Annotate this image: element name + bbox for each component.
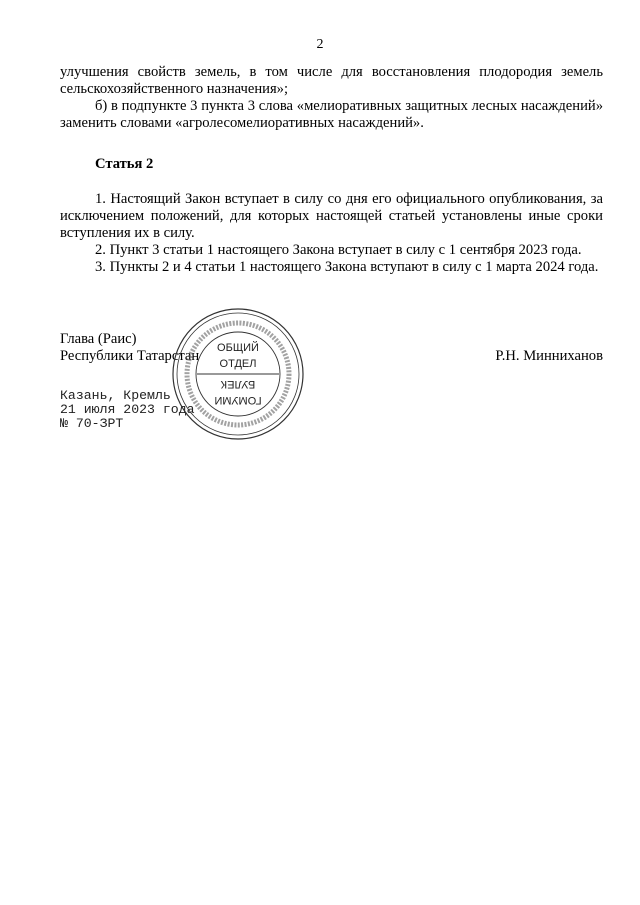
stamp-line-1: ОБЩИЙ (217, 342, 259, 354)
stamp-line-4: ГОМУМИ (214, 394, 262, 406)
paragraph-continuation: улучшения свойств земель, в том числе для восстановления плодородия земель сельскохозяйственного назначения»; (60, 64, 603, 97)
page-number: 2 (316, 37, 324, 52)
stamp-line-2: ОТДЕЛ (219, 358, 257, 370)
document-body (60, 64, 603, 276)
signatory-position-line-1: Глава (Раис) (60, 331, 137, 347)
date: 21 июля 2023 года (60, 402, 195, 417)
article-paragraph-1: 1. Настоящий Закон вступает в силу со дня его официального опубликования, за исключением положений, для которых настоящей статьей установлены иные сроки вступления их в силу. (60, 191, 603, 241)
article-paragraph-3: 3. Пункты 2 и 4 статьи 1 настоящего Закона вступают в силу с 1 марта 2024 года. (95, 259, 599, 275)
article-title: Статья 2 (95, 156, 154, 172)
place: Казань, Кремль (60, 388, 171, 403)
seal-stamp-icon (170, 306, 306, 442)
stamp-line-3: БУЛЕК (220, 378, 256, 390)
signatory-name: Р.Н. Минниханов (495, 348, 603, 364)
article-paragraph-2: 2. Пункт 3 статьи 1 настоящего Закона вступает в силу с 1 сентября 2023 года. (95, 242, 582, 258)
paragraph-subpoint-b: б) в подпункте 3 пункта 3 слова «мелиоративных защитных лесных насаждений» заменить словами «агролесомелиоративных насаждений». (60, 98, 603, 131)
signatory-position-line-2: Республики Татарстан (60, 348, 200, 364)
law-number: № 70-ЗРТ (60, 416, 124, 431)
